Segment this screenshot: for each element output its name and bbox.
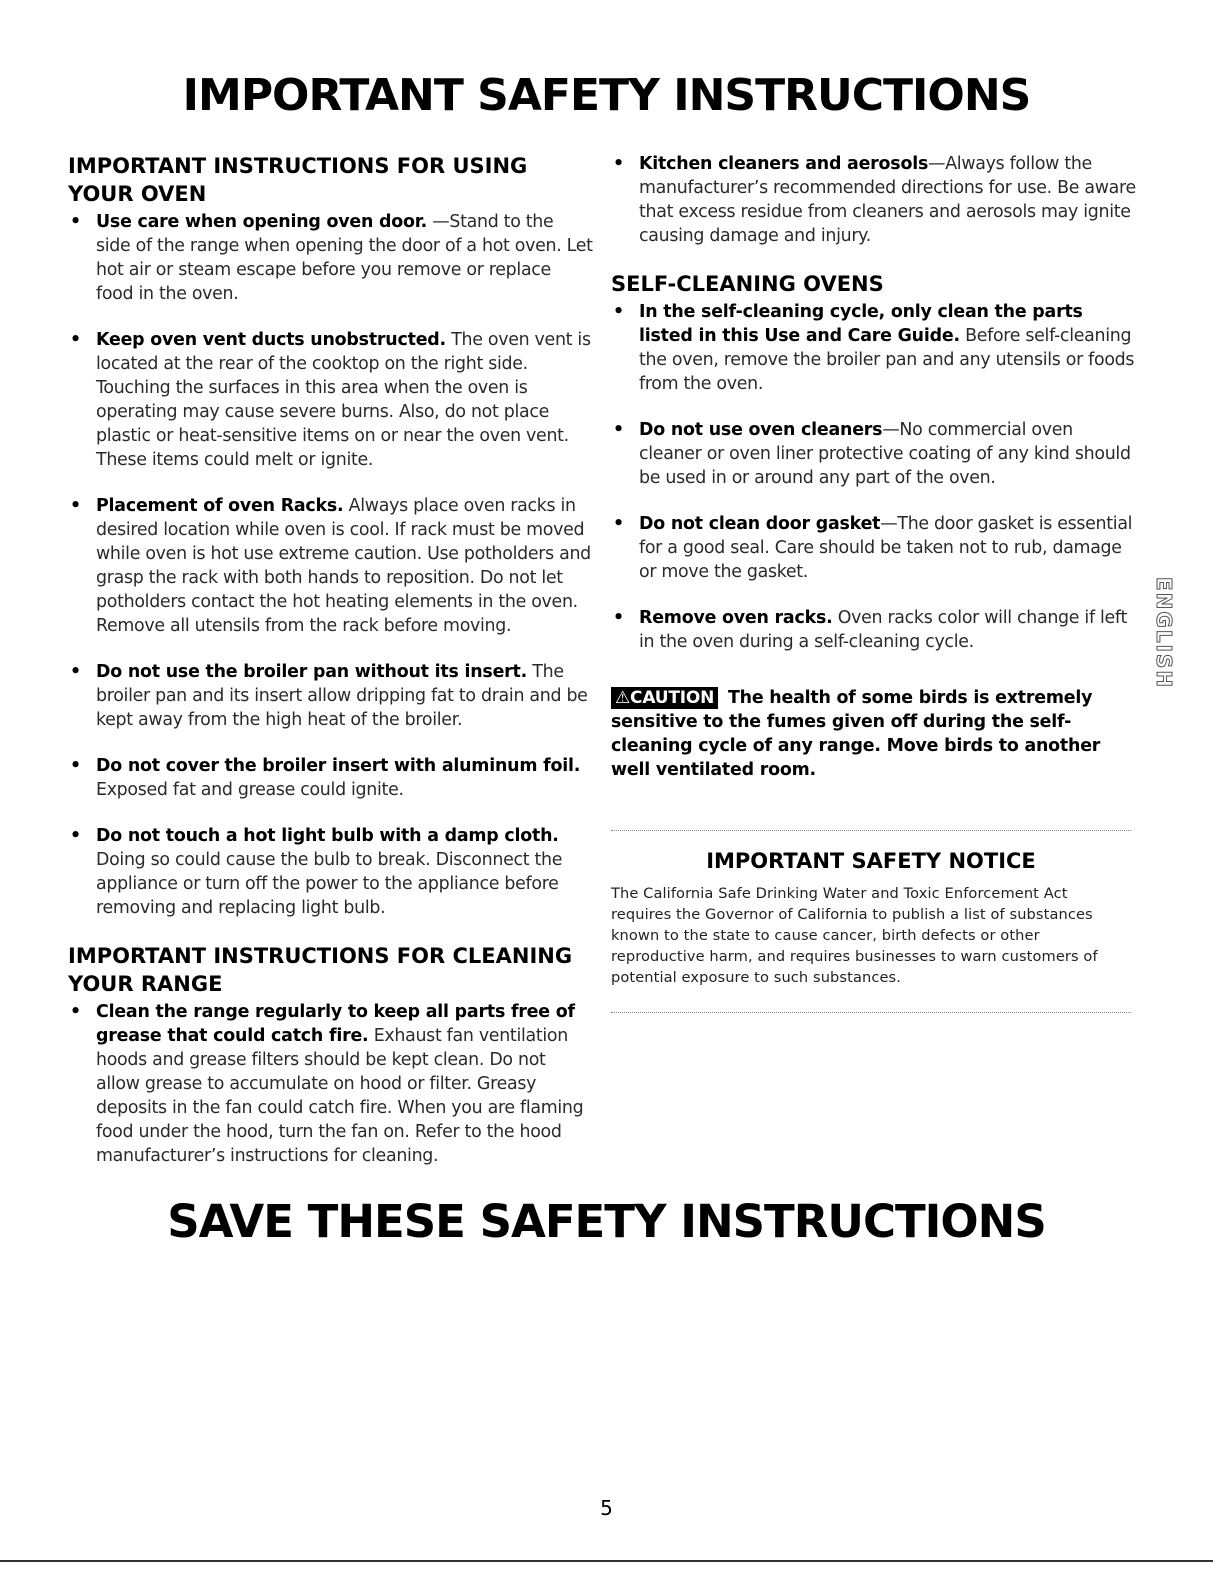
item-lead: Keep oven vent ducts unobstructed. <box>96 330 446 350</box>
list-item <box>611 606 1136 654</box>
item-lead: Use care when opening oven door. <box>96 212 428 232</box>
item-lead: Do not use oven cleaners <box>639 420 883 440</box>
using-oven-list <box>68 210 593 920</box>
page-title: IMPORTANT SAFETY INSTRUCTIONS <box>182 70 1031 121</box>
notice-title: IMPORTANT SAFETY NOTICE <box>706 849 1036 873</box>
list-item <box>68 328 593 472</box>
item-lead: Clean the range regularly to keep all parts free of grease that could catch fire. <box>96 1002 575 1046</box>
item-text: Exposed fat and grease could ignite. <box>96 780 404 800</box>
left-column <box>68 152 593 1190</box>
item-lead: Do not use the broiler pan without its insert. <box>96 662 528 682</box>
list-item <box>68 1000 593 1168</box>
list-item <box>68 494 593 638</box>
list-item <box>611 300 1136 396</box>
item-lead: Do not clean door gasket <box>639 514 881 534</box>
item-lead: Do not touch a hot light bulb with a damp cloth. <box>96 826 559 846</box>
list-item <box>68 660 593 732</box>
caution-badge: ⚠CAUTION <box>611 687 718 709</box>
safety-notice-box <box>611 830 1131 1013</box>
item-lead: Remove oven racks. <box>639 608 833 628</box>
page-number: 5 <box>600 1496 613 1520</box>
section-heading-self-cleaning: SELF-CLEANING OVENS <box>611 272 884 296</box>
list-item <box>68 210 593 306</box>
language-side-tab <box>1152 578 1176 688</box>
item-lead: In the self-cleaning cycle, only clean the parts listed in this Use and Care Guide. <box>639 302 1083 346</box>
bottom-divider <box>0 1560 1213 1562</box>
right-top-list <box>611 152 1136 248</box>
list-item <box>611 152 1136 248</box>
item-text: —Always follow the manufacturer’s recommended directions for use. Be aware that excess residue from cleaners and aerosols may ignite causing damage and injury. <box>639 154 1136 246</box>
cleaning-range-list <box>68 1000 593 1168</box>
side-tab-label: ENGLISH <box>1152 576 1176 690</box>
self-cleaning-list <box>611 300 1136 654</box>
item-lead: Kitchen cleaners and aerosols <box>639 154 929 174</box>
item-text: —The door gasket is essential for a good seal. Care should be taken not to rub, damage or move the gasket. <box>639 514 1133 582</box>
item-text: Always place oven racks in desired location while oven is cool. If rack must be moved while oven is hot use extreme caution. Use potholders and grasp the rack with both hands to reposition. Do not let potholders contact the hot heating elements in the oven. Remove all utensils from the rack before moving. <box>96 496 591 636</box>
right-column <box>611 152 1136 1013</box>
item-text: Doing so could cause the bulb to break. Disconnect the appliance or turn off the power to the appliance before removing and replacing light bulb. <box>96 850 563 918</box>
item-text: Before self-cleaning the oven, remove the broiler pan and any utensils or foods from the oven. <box>639 326 1135 394</box>
section-heading-using-oven: IMPORTANT INSTRUCTIONS FOR USING YOUR OVEN <box>68 154 528 206</box>
list-item <box>611 512 1136 584</box>
footer-save-instructions: SAVE THESE SAFETY INSTRUCTIONS <box>167 1195 1046 1248</box>
item-text: Oven racks color will change if left in the oven during a self-cleaning cycle. <box>639 608 1127 652</box>
item-lead: Placement of oven Racks. <box>96 496 344 516</box>
caution-block <box>611 686 1136 782</box>
item-text: —No commercial oven cleaner or oven liner protective coating of any kind should be used in or around any part of the oven. <box>639 420 1131 488</box>
list-item <box>611 418 1136 490</box>
item-text: The oven vent is located at the rear of the cooktop on the right side. Touching the surfaces in this area when the oven is operating may cause severe burns. Also, do not place plastic or heat-sensitive items on or near the oven vent. These items could melt or ignite. <box>96 330 591 470</box>
item-text: Exhaust fan ventilation hoods and grease filters should be kept clean. Do not allow grease to accumulate on hood or filter. Greasy deposits in the fan could catch fire. When you are flaming food under the hood, turn the fan on. Refer to the hood manufacturer’s instructions for cleaning. <box>96 1026 584 1166</box>
item-text: The broiler pan and its insert allow dripping fat to drain and be kept away from the high heat of the broiler. <box>96 662 588 730</box>
section-heading-cleaning-range: IMPORTANT INSTRUCTIONS FOR CLEANING YOUR RANGE <box>68 944 573 996</box>
item-lead: Do not cover the broiler insert with aluminum foil. <box>96 756 581 776</box>
caution-text: The health of some birds is extremely sensitive to the fumes given off during the self-cleaning cycle of any range. Move birds to another well ventilated room. <box>611 688 1101 780</box>
list-item <box>68 824 593 920</box>
item-text: —Stand to the side of the range when opening the door of a hot oven. Let hot air or steam escape before you remove or replace food in the oven. <box>96 212 593 304</box>
notice-body: The California Safe Drinking Water and Toxic Enforcement Act requires the Governor of California to publish a list of substances known to the state to cause cancer, birth defects or other reproductive harm, and requires businesses to warn customers of potential exposure to such substances. <box>611 885 1098 986</box>
list-item <box>68 754 593 802</box>
